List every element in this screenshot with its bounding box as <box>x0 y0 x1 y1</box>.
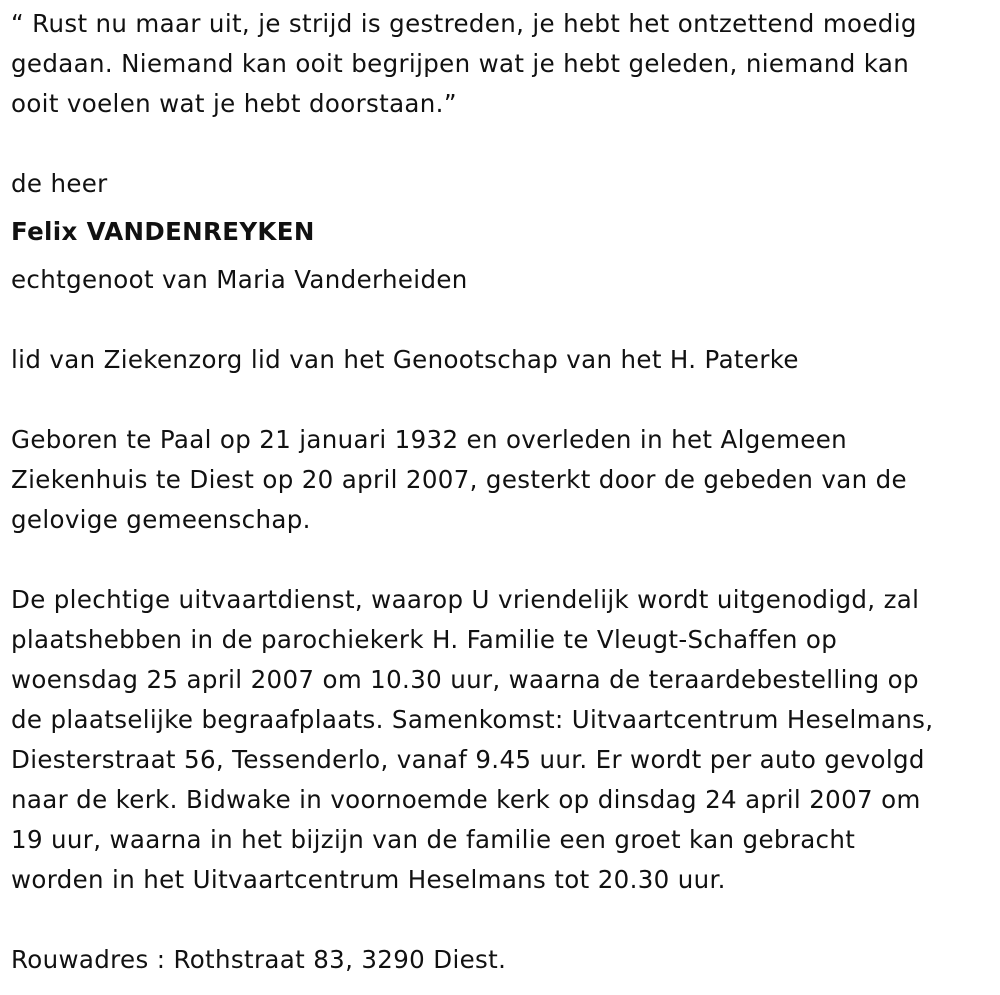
quote-line: gedaan. Niemand kan ooit begrijpen wat je hebt geleden, niemand kan <box>11 49 910 78</box>
quote-line: ooit voelen wat je hebt doorstaan.” <box>11 89 457 118</box>
paragraph-line: de plaatselijke begraafplaats. Samenkomst: Uitvaartcentrum Heselmans, <box>11 705 934 734</box>
paragraph-line: Diesterstraat 56, Tessenderlo, vanaf 9.45 uur. Er wordt per auto gevolgd <box>11 745 925 774</box>
spacer <box>11 204 1000 212</box>
spouse-relation: echtgenoot van Maria Vanderheiden <box>11 265 468 294</box>
paragraph-line: naar de kerk. Bidwake in voornoemde kerk op dinsdag 24 april 2007 om <box>11 785 921 814</box>
birth-death-paragraph <box>11 420 1000 540</box>
paragraph-line: De plechtige uitvaartdienst, waarop U vriendelijk wordt uitgenodigd, zal <box>11 585 920 614</box>
quote-block <box>11 4 1000 124</box>
spacer <box>11 300 1000 340</box>
spacer <box>11 124 1000 164</box>
person-prefix: de heer <box>11 169 108 198</box>
membership-line: lid van Ziekenzorg lid van het Genootschap van het H. Paterke <box>11 345 799 374</box>
spacer <box>11 252 1000 260</box>
spacer <box>11 380 1000 420</box>
paragraph-line: gelovige gemeenschap. <box>11 505 311 534</box>
paragraph-line: worden in het Uitvaartcentrum Heselmans tot 20.30 uur. <box>11 865 726 894</box>
paragraph-line: woensdag 25 april 2007 om 10.30 uur, waarna de teraardebestelling op <box>11 665 919 694</box>
quote-line: “ Rust nu maar uit, je strijd is gestreden, je hebt het ontzettend moedig <box>11 9 917 38</box>
paragraph-line: 19 uur, waarna in het bijzijn van de familie een groet kan gebracht <box>11 825 856 854</box>
spacer <box>11 540 1000 580</box>
paragraph-line: Geboren te Paal op 21 januari 1932 en overleden in het Algemeen <box>11 425 848 454</box>
spacer <box>11 900 1000 940</box>
deceased-name: Felix VANDENREYKEN <box>11 217 315 246</box>
funeral-paragraph <box>11 580 1000 900</box>
paragraph-line: plaatshebben in de parochiekerk H. Familie te Vleugt-Schaffen op <box>11 625 838 654</box>
paragraph-line: Ziekenhuis te Diest op 20 april 2007, gesterkt door de gebeden van de <box>11 465 907 494</box>
mourning-address: Rouwadres : Rothstraat 83, 3290 Diest. <box>11 945 507 974</box>
